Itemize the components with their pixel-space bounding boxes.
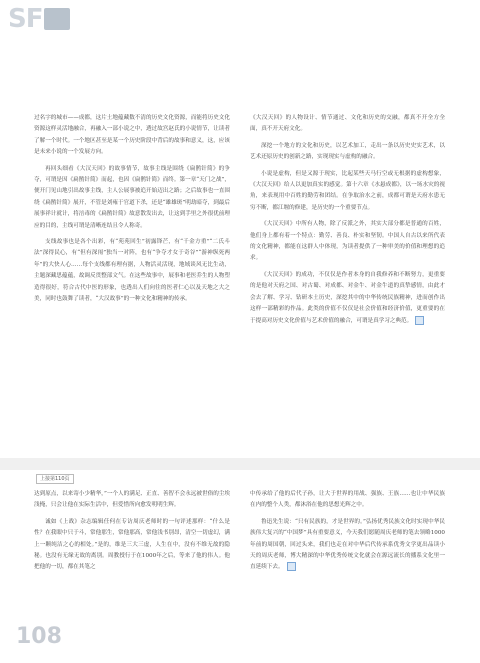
paragraph: 中传承给了他的后代子孙，让大于世界的用战、强族、王族……也让中华民族在内的整个人类，都沐浴在他的思想光辉之中。: [250, 491, 445, 509]
paragraph-text: 《大汉天回》的成功，不仅仅是作者本身的自我修养和不断努力，更重要的是他对天府之国、对古蜀、对成都、对金牛、对金牛道的真挚感情，由此才会去了解、学习、钻研本土历史，深挖其中的中华传统民族精神，进而创作出这样一部精彩的作品。此类的价值不仅仅是社会价值和经济价值，更重要的在于提高对历史文化价值与艺术价值的融合，可谓是真学习之典范。: [250, 271, 445, 324]
section-divider-band: [0, 458, 480, 470]
paragraph: 支线故事也是各个出彩，有“苑苑回生”初露锋芒，有“千金方重”“二氏斗法”深得民心，有“但有深闱”独当一对阵，也有“争夺才女于奇谷”“游神纵死两年”的大快人心……每个支线都有理有据，人物活灵活现，地域谈风无比生动，主题深藏思蕴蕴，故调反贯整部文气。在这些故事中，展事和老医乔生的人物塑造得很好，符合古代中医的形象，也透出人们向往的医者仁心以及天地之大之美，同时也鼓舞了读者，“大汉故事”的一种文化和精神的传承。: [34, 239, 230, 303]
magazine-logo: [8, 4, 76, 34]
article-column-left-bottom: [34, 489, 230, 579]
logo-text: SF: [8, 4, 43, 34]
paragraph: 达到原点，以来寄小少精华，”一个人的满足、正直、善智不会永远被世俗的尘埃浅掩，只会让他在实际生活中，但爱惜所向愈发明明生辉。: [34, 491, 230, 509]
article-column-left-top: [34, 113, 230, 311]
article-column-right-bottom: [250, 489, 445, 579]
paragraph: 再回头细看《大汉天回》的故事情节，故事主线是围绕《扁鹊针简》的争夺，可谓是因《扁鹊针简》而起，也因《扁鹊针简》而终。第一章“天门之战”，便开门见山地引出故事主线，主人公展事被追开始迈出之路；之后故事也一直围绕《扁鹊针简》展开，不管是刘雍于官道下杀，还是“雄雄斑”明劫暗夺，到最后展事祥计就计，将涪毒的《扁鹊针简》故意散发出去，让这到手里之外很优前理应的目的，主线可谓是清晰连结且令人称奇。: [34, 165, 230, 229]
logo-seal-icon: [44, 8, 70, 30]
paragraph-last: [250, 270, 445, 327]
paragraph: 过名字的城市——成都，这片土地蕴藏数不清的历史文化资源，而能将历史文化资源这样灵活地融合，再融入一部小说之中，透过故宫赵氏的小说情节，让读者了解一个时代。一个地区甚至是某一个历史阶段中背后的故事和意义，这，应该是未来小说的一个发展方向。: [34, 115, 230, 156]
continuation-label: 上接第110页: [36, 474, 74, 484]
paragraph-last: [250, 517, 445, 574]
page-number: 108: [16, 624, 62, 649]
paragraph: 诚如《上战》杂志编辑任何在专访周庆老师时的一句评述那样：“什么是性？在我眼中只于斗，常他那生，常他那高，常他浅书别昂，清空一切虚幻，满上一颗纯洁之心的相处。”是的，维是三大三虚，人生在中，没有不维无故的隐秘。也没有无缘无故的离别。周教授行于在1000年之后，等来了他的伟人。他把他的一切，都在其笔之: [34, 518, 230, 571]
paragraph: 小说是虚构，但是又源于现实，比起某些天马行空或无根据的虚构想象，《大汉天回》给人以更加真实的感觉。第十六章《水悬成都》，以一场水灾的视角，来表现用中百姓的勤劳和团结。在争取治水之前，成都可谓是天府水患无穷不断，都江堰的修建，是历史的一个重要节点。: [250, 170, 445, 211]
paragraph-text: 鲁迅先生说：“只有民族的，才是世界的。”弘扬优秀民族文化时实现中华民族伟大复兴的“中国梦”具有重要意义，今天我们愿随周庆老师的笔去领略1000年前的周国朝，回过头来，我们也走在对中华后代传承系优秀文学更出品读小天的周庆老师，博大精深的中华优秀传统文化就会在源远流长的播系文化里一直延续下去。: [250, 518, 445, 571]
paragraph: 《大汉天回》的人物设计、情节通过、文化和历史的交融，都真不开全方全面，真不开天府文化。: [250, 115, 445, 133]
paragraph: 深挖一个地方的文化和历史，以艺术加工，走出一条以历史史实艺术，以艺术还原历史的创新之路，实现现实与虚构的融合。: [250, 142, 445, 161]
article-end-icon: [287, 562, 296, 571]
article-end-icon: [415, 316, 424, 325]
article-column-right-top: [250, 113, 445, 332]
paragraph: 《大汉天回》中所有人物，除了反派之外，其实大部分都是普通的百姓，他们身上都有着一个特点：勤劳、善良、朴实和坚韧。中国人自古以来所代表的文化精神，都能在这群人中体现，为读者提供了一种审美的价值和理想的追求。: [250, 221, 445, 262]
